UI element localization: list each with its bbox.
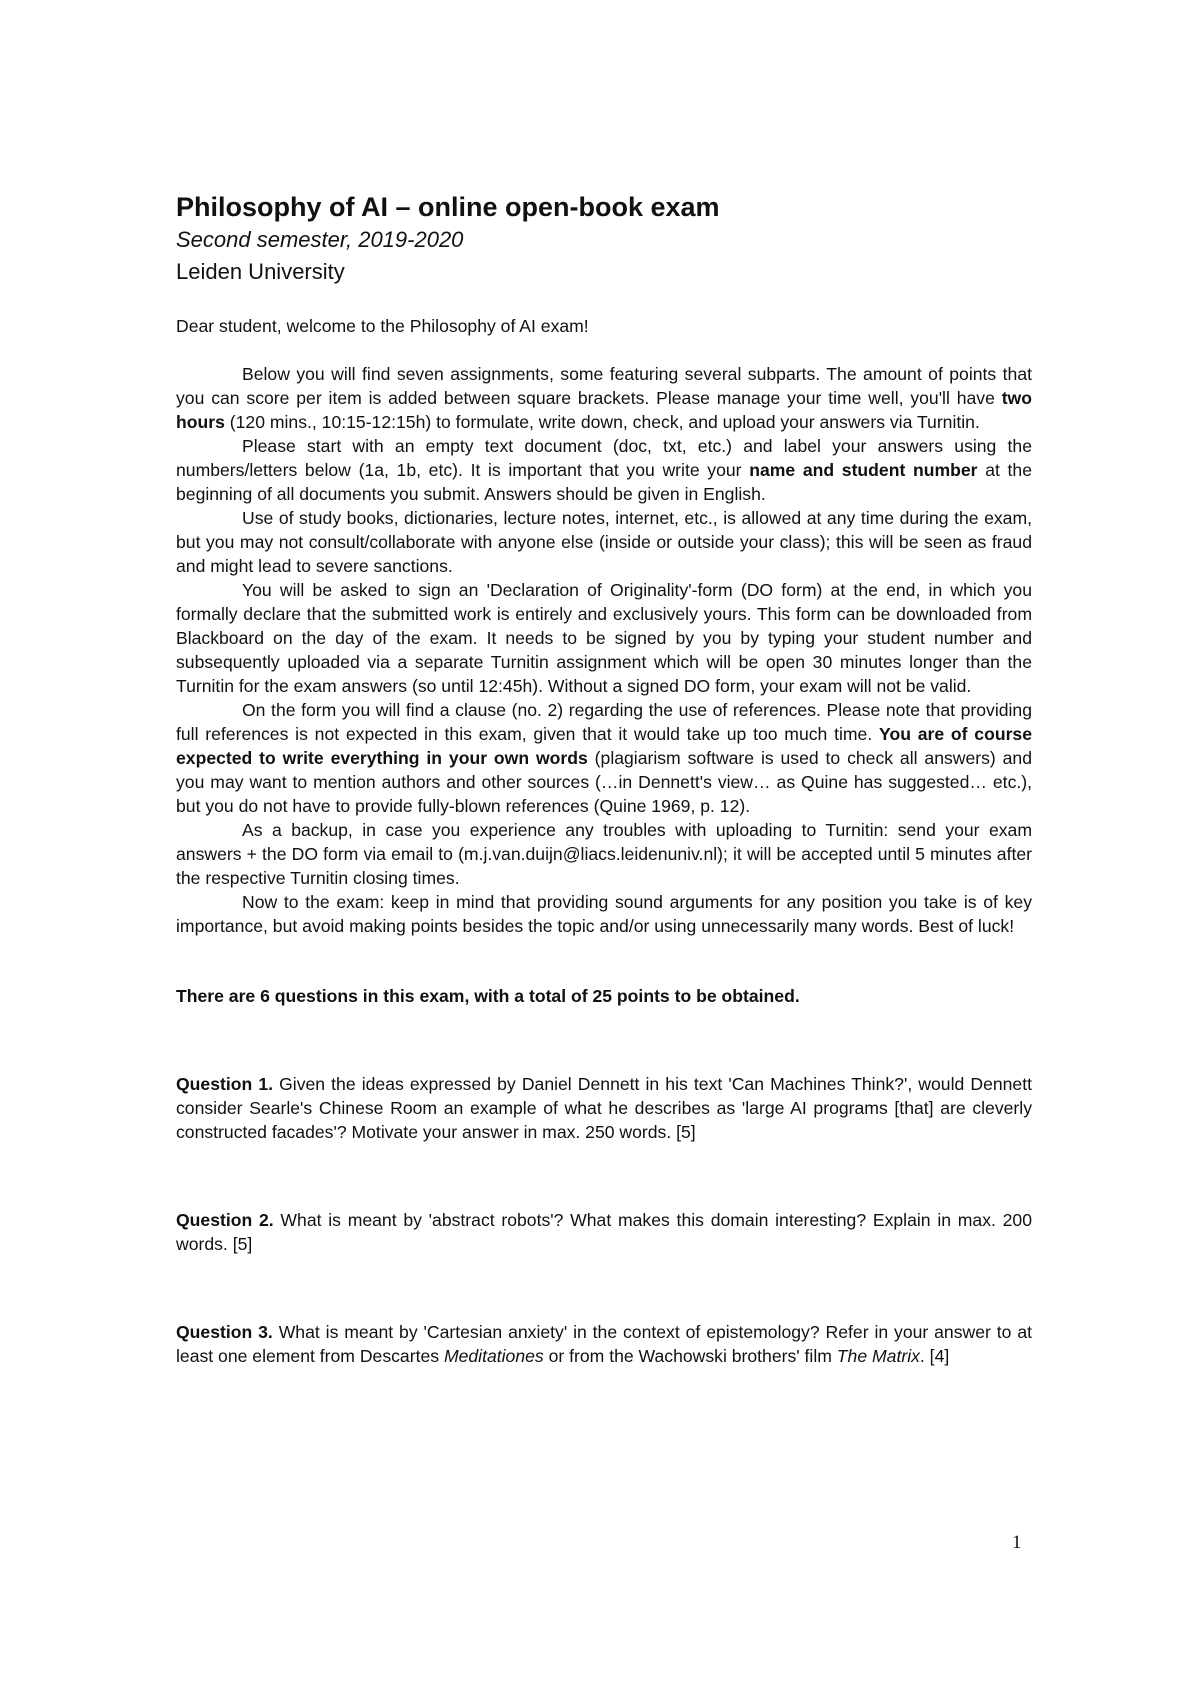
- exam-summary: There are 6 questions in this exam, with a total of 25 points to be obtained.: [176, 986, 800, 1006]
- question-text: or from the Wachowski brothers' film: [543, 1346, 837, 1366]
- intro-p2-emphasis: name and student number: [749, 460, 978, 480]
- university-name: Leiden University: [176, 259, 345, 284]
- question-work-title: Meditationes: [443, 1346, 544, 1366]
- exam-document: [176, 190, 1032, 1368]
- intro-paragraph-3: Use of study books, dictionaries, lecture notes, internet, etc., is allowed at any time during the exam, but you may not consult/collaborate with anyone else (inside or outside your class); this will be seen as fraud and might lead to severe sanctions.: [176, 508, 1032, 576]
- intro-p1-emphasis: two hours: [176, 388, 1032, 432]
- question-text: Given the ideas expressed by Daniel Dennett in his text 'Can Machines Think?', would Dennett consider Searle's Chinese Room an example of what he describes as 'large AI programs [that] are cleverly constructed facades'? Motivate your answer in max. 250 words. [5]: [176, 1074, 1032, 1142]
- intro-p2-text-a: Please start with an empty text document (doc, txt, etc.) and label your answers using the numbers/letters below (1a, 1b, etc). It is important that you write your: [176, 436, 1032, 480]
- question-label: Question 3.: [176, 1322, 273, 1342]
- intro-p5-text-c: (plagiarism software is used to check all answers) and you may want to mention authors and other sources (…in Dennett's view… as Quine has suggested… etc.), but you do not have to provide fully-blown references (Quine 1969, p. 12).: [176, 748, 1033, 816]
- question-1: [176, 1072, 1032, 1144]
- intro-p1-text-c: (120 mins., 10:15-12:15h) to formulate, write down, check, and upload your answers via Turnitin.: [224, 412, 980, 432]
- question-2: [176, 1208, 1032, 1256]
- document-title: Philosophy of AI – online open-book exam: [176, 192, 720, 222]
- intro-p2-text-c: at the beginning of all documents you submit. Answers should be given in English.: [176, 460, 1032, 504]
- page-number: 1: [1012, 1532, 1022, 1553]
- salutation: Dear student, welcome to the Philosophy of AI exam!: [176, 316, 589, 336]
- question-label: Question 1.: [176, 1074, 274, 1094]
- question-3: [176, 1320, 1032, 1368]
- document-subtitle: Second semester, 2019-2020: [176, 227, 464, 252]
- intro-paragraph-1: [176, 362, 1032, 434]
- question-text: What is meant by 'Cartesian anxiety' in the context of epistemology? Refer in your answer to at least one element from Descartes: [176, 1322, 1032, 1366]
- intro-p5-emphasis: You are of course expected to write everything in your own words: [176, 724, 1032, 768]
- question-label: Question 2.: [176, 1210, 274, 1230]
- question-text: What is meant by 'abstract robots'? What makes this domain interesting? Explain in max. 200 words. [5]: [176, 1210, 1032, 1254]
- intro-paragraph-7: Now to the exam: keep in mind that providing sound arguments for any position you take is of key importance, but avoid making points besides the topic and/or using unnecessarily many words. Best of luck!: [176, 892, 1032, 936]
- intro-p5-text-a: On the form you will find a clause (no. 2) regarding the use of references. Please note that providing full references is not expected in this exam, given that it would take up too much time.: [176, 700, 1032, 744]
- intro-paragraph-2: [176, 434, 1032, 506]
- intro-paragraph-5: [176, 698, 1032, 818]
- intro-paragraph-6: As a backup, in case you experience any troubles with uploading to Turnitin: send your exam answers + the DO form via email to (m.j.van.duijn@liacs.leidenuniv.nl); it will be accepted until 5 minutes after the respective Turnitin closing times.: [176, 820, 1032, 888]
- question-film-title: The Matrix: [836, 1346, 920, 1366]
- question-text: . [4]: [919, 1346, 950, 1366]
- intro-paragraph-4: You will be asked to sign an 'Declaration of Originality'-form (DO form) at the end, in which you formally declare that the submitted work is entirely and exclusively yours. This form can be downloaded from Blackboard on the day of the exam. It needs to be signed by you by typing your student number and subsequently uploaded via a separate Turnitin assignment which will be open 30 minutes longer than the Turnitin for the exam answers (so until 12:45h). Without a signed DO form, your exam will not be valid.: [176, 580, 1032, 696]
- intro-p1-text-a: Below you will find seven assignments, some featuring several subparts. The amount of points that you can score per item is added between square brackets. Please manage your time well, you'll have: [176, 364, 1032, 408]
